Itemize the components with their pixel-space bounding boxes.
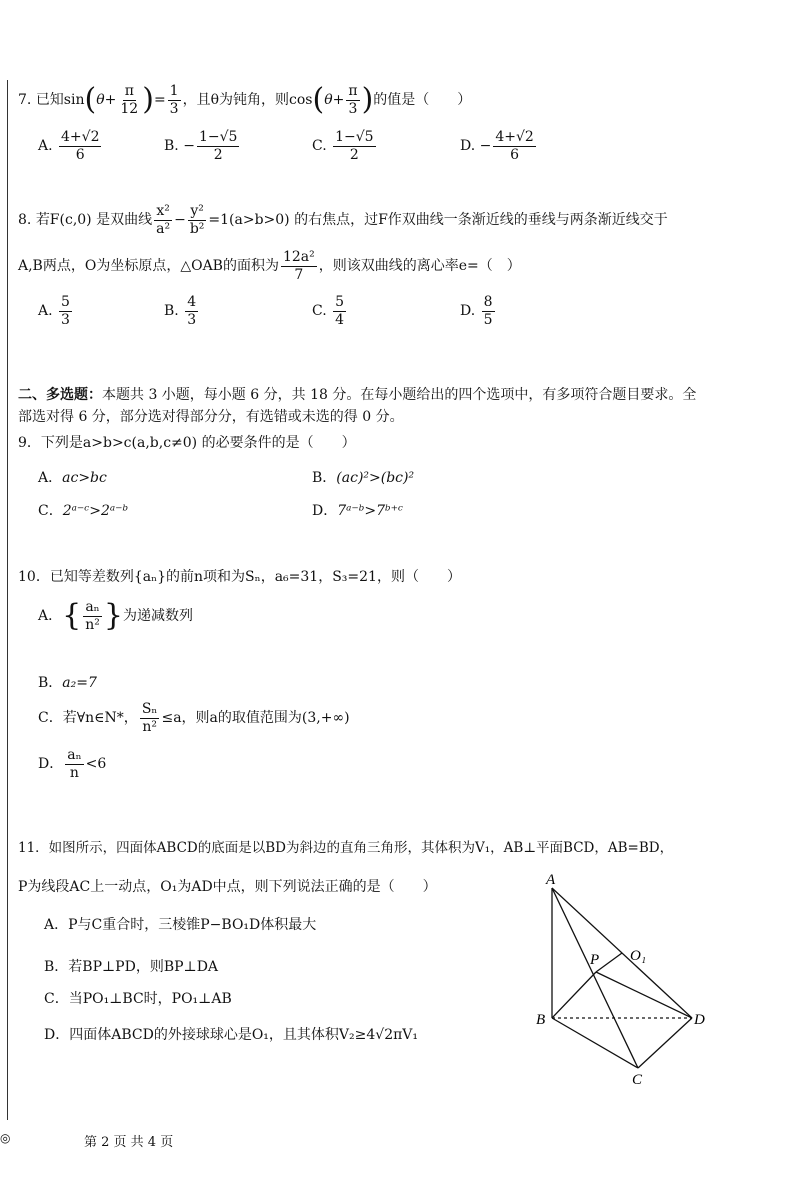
question-8-stem: 8. 若F(c,0) 是双曲线 $\frac{\text{x²}}{\text{a²}}$ − $\frac{\text{y²}}{\text{b²}}$ =1(a>b>0) 的右焦点，过F作双曲线一条渐近线的垂线与两条渐近线交于 [18,203,668,237]
edge-bc [552,1018,638,1068]
q11-option-d: D．四面体ABCD的外接球球心是O₁，且其体积V₂≥4√2πV₁ [44,1027,419,1043]
question-7-stem: 7. 已知sin(θ+ $\frac{\pi}{12}$ )= $\frac{1}{3}$ ，且θ为钝角，则cos(θ+ $\frac{\pi}{3}$ )的值是（ ） [18,82,472,118]
label-a: A [546,872,556,888]
q7-option-d: D. − $\frac{4+√2}{6}$ [460,129,534,163]
page-number: 第 2 页 共 4 页 [84,1135,174,1150]
segment-bp [552,972,596,1018]
q9-option-b: B．(ac)²>(bc)² [312,470,415,486]
segment-po1 [596,953,622,972]
q8-option-d: D. $\frac{8}{5}$ [460,294,493,328]
question-11-line2: P为线段AC上一动点，O₁为AD中点，则下列说法正确的是（ ） [18,879,437,895]
q8-option-a: A. $\frac{5}{3}$ [38,294,70,328]
q11-option-a: A．P与C重合时，三棱锥P−BO₁D体积最大 [44,917,317,933]
question-10-stem: 10．已知等差数列{aₙ}的前n项和为Sₙ，a₆=31，S₃=21，则（ ） [18,569,461,585]
q11-option-b: B．若BP⊥PD，则BP⊥DA [44,959,219,975]
label-c: C [632,1072,643,1088]
fraction: $\frac{\pi}{3}$ [348,83,358,117]
q10-option-b: B．a₂=7 [38,675,97,691]
edge-ac [552,888,638,1068]
section-2-text: 部选对得 6 分，部分选对得部分分，有选错或未选的得 0 分。 [18,409,404,425]
q9-option-a: A．ac>bc [38,470,107,486]
label-p: P [590,952,600,968]
label-d: D [694,1012,705,1028]
q7-option-a: A. $\frac{4+√2}{6}$ [38,129,100,163]
fraction: $\frac{\pi}{12}$ [120,83,139,117]
q10-option-d: D． $\frac{\text{aₙ}}{n}$ <6 [38,747,107,781]
edge-cd [638,1018,692,1068]
margin-mark-icon: ◎ [0,1131,11,1145]
section-2-heading: 二、多选题：本题共 3 小题，每小题 6 分，共 18 分。在每小题给出的四个选项中，有多项符合题目要求。全 [18,387,697,403]
question-9-stem: 9．下列是a>b>c(a,b,c≠0) 的必要条件的是（ ） [18,435,356,451]
q9-option-c: C．2ᵃ⁻ᶜ>2ᵃ⁻ᵇ [38,503,129,519]
q7-option-b: B. − $\frac{1-√5}{2}$ [164,129,238,163]
q8-option-b: B. $\frac{4}{3}$ [164,294,197,328]
question-11-stem: 11．如图所示，四面体ABCD的底面是以BD为斜边的直角三角形，其体积为V₁，AB⊥平面BCD，AB=BD， [18,840,674,856]
q9-option-d: D．7ᵃ⁻ᵇ>7ᵇ⁺ᶜ [312,503,403,519]
q7-option-c: C. $\frac{1-√5}{2}$ [312,129,374,163]
question-8-line2: A,B两点，O为坐标原点，△OAB的面积为 $\frac{\text{12a²}}{7}$ ，则该双曲线的离心率e=（ ） [18,249,521,283]
q8-option-c: C. $\frac{5}{4}$ [312,294,345,328]
q10-option-a: A．{ $\frac{\text{aₙ}}{\text{n²}}$ }为递减数列 [38,598,193,634]
left-margin-rule [7,80,8,1120]
label-o1: O₁ [630,948,647,964]
label-b: B [536,1012,546,1028]
q10-option-c: C．若∀n∈N*， $\frac{\text{Sₙ}}{\text{n²}}$ ≤a，则a的取值范围为(3,+∞) [38,701,350,735]
q11-option-c: C．当PO₁⊥BC时，PO₁⊥AB [44,991,232,1007]
tetrahedron-figure [530,868,720,1090]
fraction: $\frac{1}{3}$ [169,83,179,117]
